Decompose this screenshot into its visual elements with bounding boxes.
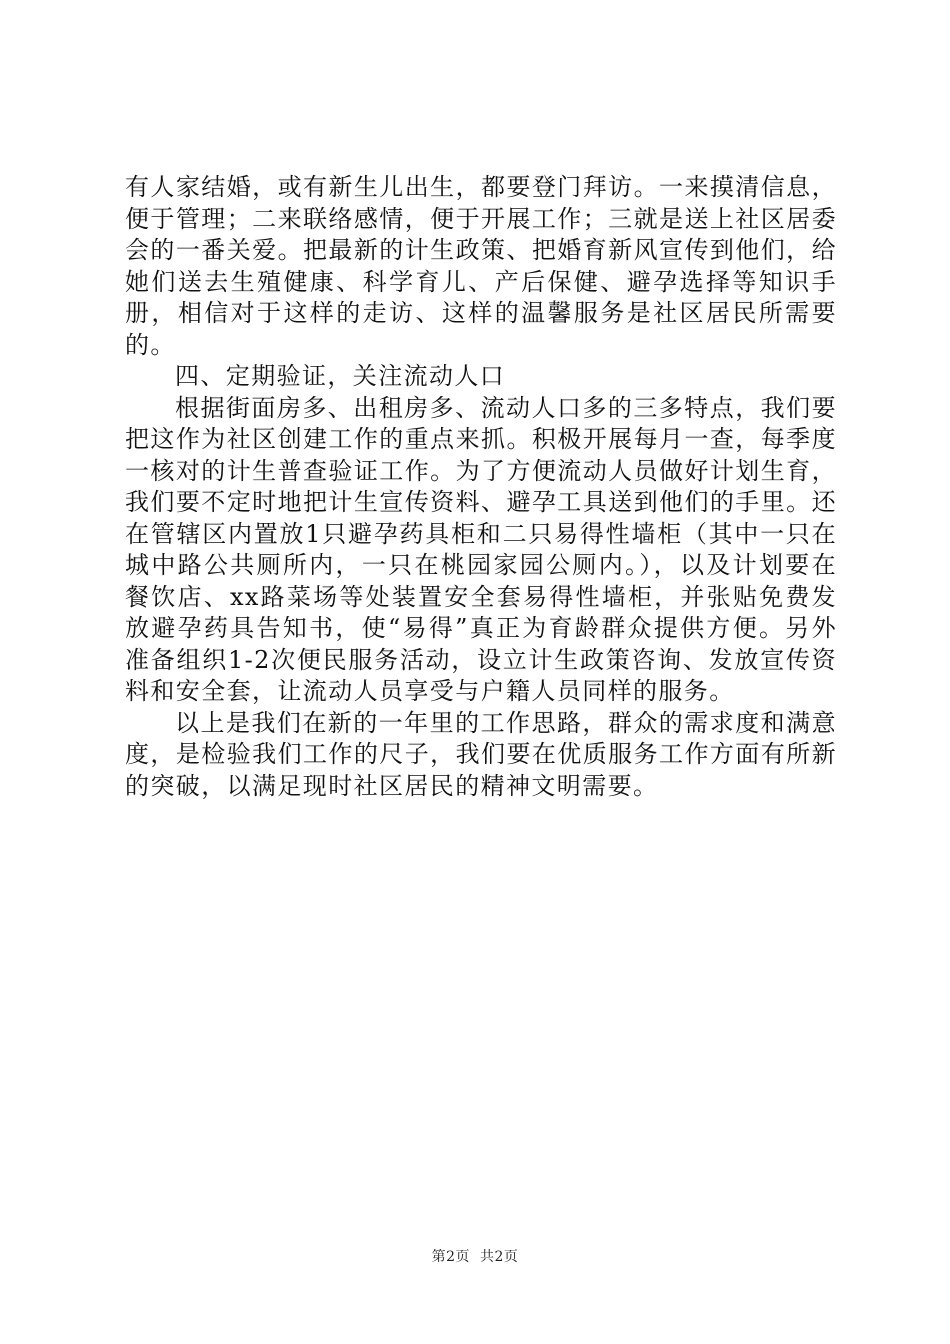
document-body — [125, 172, 837, 802]
section-heading-floating-population: 四、定期验证，关注流动人口 — [175, 362, 506, 390]
page-total: 共2页 — [480, 1249, 519, 1265]
paragraph-conclusion: 以上是我们在新的一年里的工作思路，群众的需求度和满意度，是检验我们工作的尺子，我们要在优质服务工作方面有所新的突破，以满足现时社区居民的精神文明需要。 — [125, 708, 837, 800]
page-footer — [0, 1246, 950, 1266]
page-number: 第2页 — [431, 1249, 470, 1265]
paragraph-floating-population: 根据街面房多、出租房多、流动人口多的三多特点，我们要把这作为社区创建工作的重点来抓。积极开展每月一查，每季度一核对的计生普查验证工作。为了方便流动人员做好计划生育，我们要不定时地把计生宣传资料、避孕工具送到他们的手里。还在管辖区内置放1只避孕药具柜和二只易得性墙柜（其中一只在城中路公共厕所内，一只在桃园家园公厕内。），以及计划要在餐饮店、xx路菜场等处装置安全套易得性墙柜，并张贴免费发放避孕药具告知书，使“易得”真正为育龄群众提供方便。另外准备组织1-2次便民服务活动，设立计生政策咨询、发放宣传资料和安全套，让流动人员享受与户籍人员同样的服务。 — [125, 393, 837, 705]
paragraph-visit-continuation: 有人家结婚，或有新生儿出生，都要登门拜访。一来摸清信息，便于管理；二来联络感情，便于开展工作；三就是送上社区居委会的一番关爱。把最新的计生政策、把婚育新风宣传到他们，给她们送去生殖健康、科学育儿、产后保健、避孕选择等知识手册，相信对于这样的走访、这样的温馨服务是社区居民所需要的。 — [125, 173, 837, 359]
